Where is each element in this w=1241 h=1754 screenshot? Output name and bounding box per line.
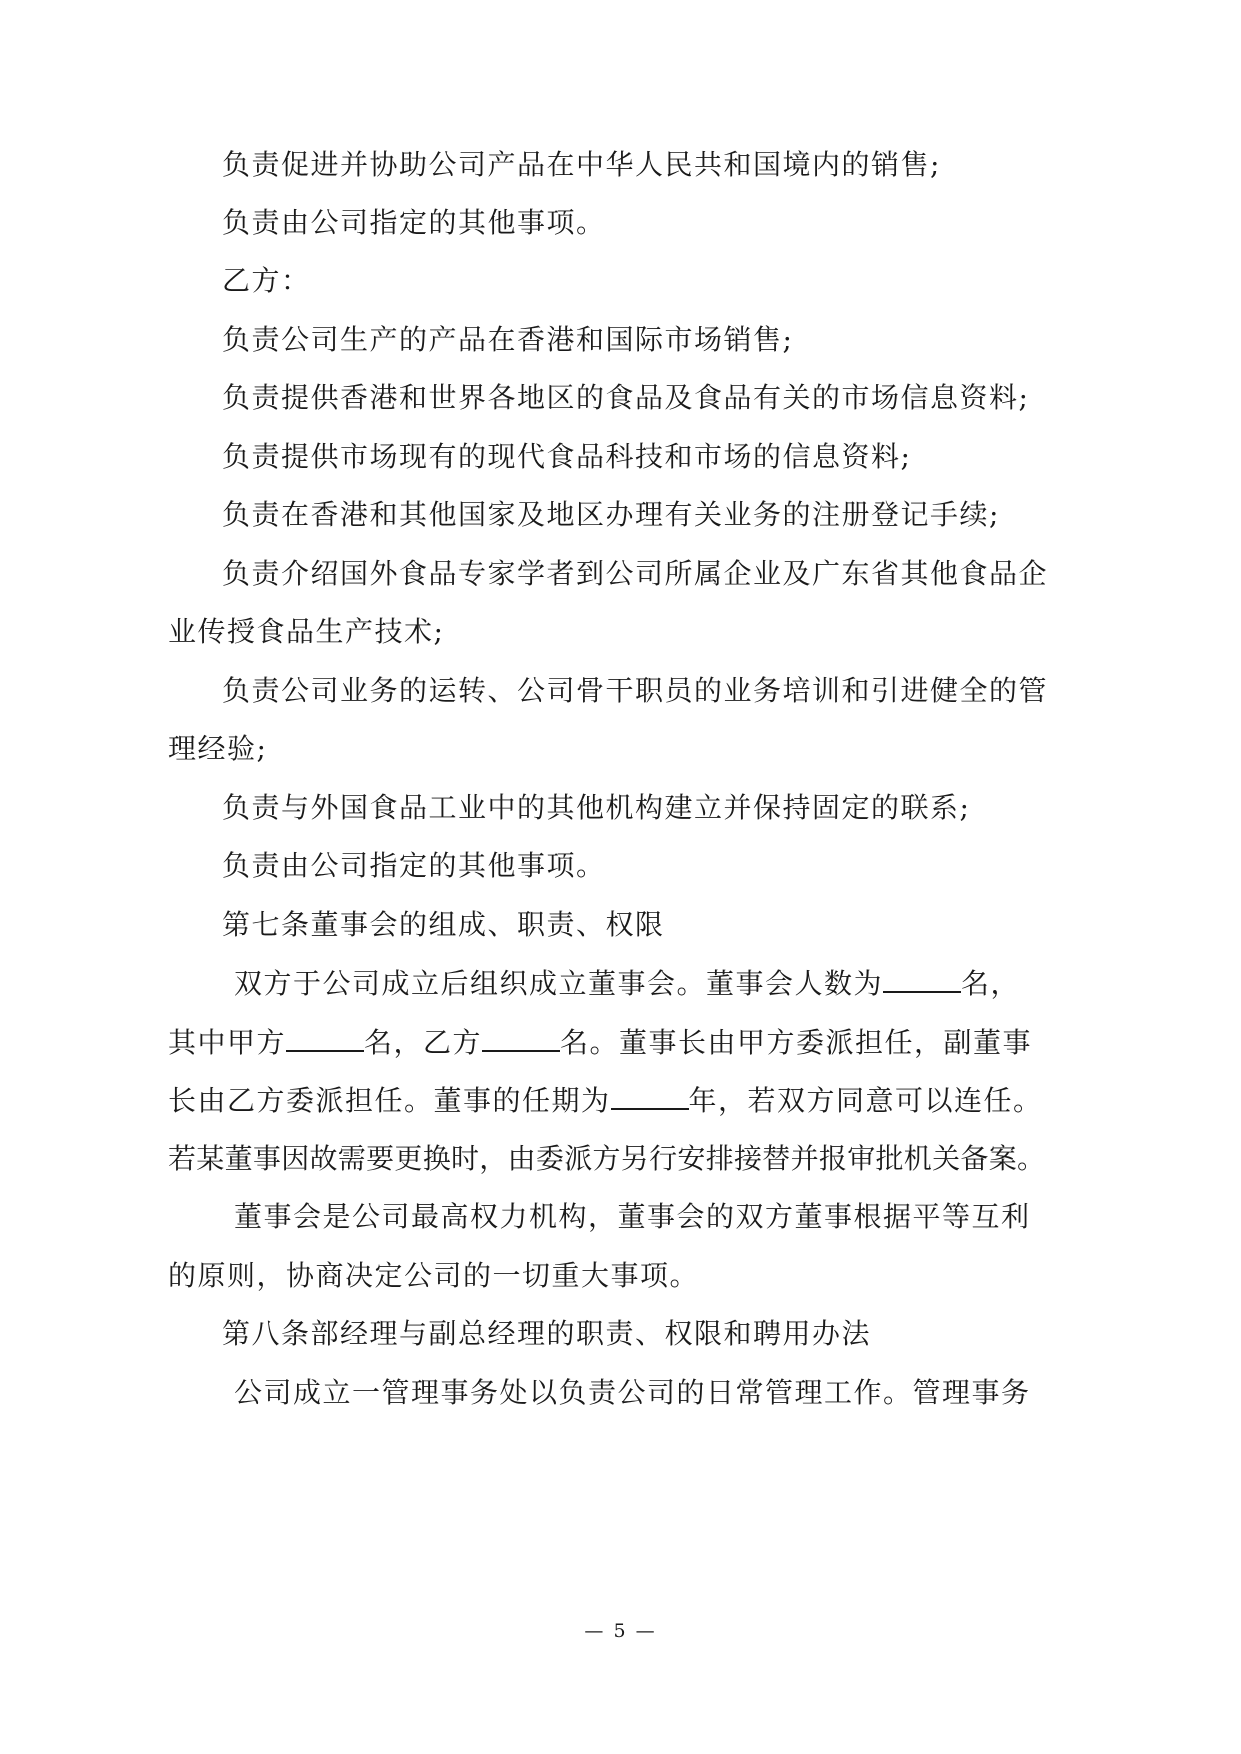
text-line: 负责与外国食品工业中的其他机构建立并保持固定的联系; [222, 791, 971, 824]
text-run: 名， [961, 967, 1021, 1000]
text-line: 负责由公司指定的其他事项。 [222, 206, 606, 239]
text-line: 负责提供市场现有的现代食品科技和市场的信息资料; [222, 440, 912, 473]
text-line: 乙方： [222, 264, 311, 297]
text-run: 名。董事长由甲方委派担任，副董事 [560, 1026, 1033, 1059]
text-line [168, 1080, 1043, 1121]
text-run: 其中甲方 [168, 1026, 287, 1059]
section-heading: 第七条董事会的组成、职责、权限 [222, 908, 665, 941]
text-line: 的原则，协商决定公司的一切重大事项。 [168, 1259, 700, 1292]
text-line: 公司成立一管理事务处以负责公司的日常管理工作。管理事务 [234, 1376, 1031, 1409]
page-number: — 5 — [584, 1620, 657, 1642]
text-run: 双方于公司成立后组织成立董事会。董事会人数为 [234, 967, 884, 1000]
fill-in-blank [883, 963, 961, 993]
text-run: 名，乙方 [364, 1026, 483, 1059]
text-line: 理经验; [168, 732, 268, 765]
text-line: 业传授食品生产技术; [168, 615, 445, 648]
fill-in-blank [611, 1080, 689, 1110]
text-line: 董事会是公司最高权力机构，董事会的双方董事根据平等互利 [234, 1200, 1031, 1233]
fill-in-blank [286, 1022, 364, 1052]
text-line: 负责由公司指定的其他事项。 [222, 849, 606, 882]
text-line: 负责公司业务的运转、公司骨干职员的业务培训和引进健全的管 [222, 674, 1049, 707]
text-run: 长由乙方委派担任。董事的任期为 [168, 1084, 611, 1117]
text-line [168, 1022, 1032, 1063]
text-line: 若某董事因故需要更换时，由委派方另行安排接替并报审批机关备案。 [168, 1142, 1046, 1175]
text-line: 负责促进并协助公司产品在中华人民共和国境内的销售; [222, 148, 941, 181]
text-line: 负责公司生产的产品在香港和国际市场销售; [222, 323, 794, 356]
text-line [234, 963, 1020, 1004]
section-heading: 第八条部经理与副总经理的职责、权限和聘用办法 [222, 1317, 872, 1350]
text-line: 负责在香港和其他国家及地区办理有关业务的注册登记手续; [222, 498, 1000, 531]
text-line: 负责介绍国外食品专家学者到公司所属企业及广东省其他食品企 [222, 557, 1049, 590]
text-run: 年，若双方同意可以连任。 [688, 1084, 1043, 1117]
text-line: 负责提供香港和世界各地区的食品及食品有关的市场信息资料; [222, 381, 1030, 414]
fill-in-blank [482, 1022, 560, 1052]
